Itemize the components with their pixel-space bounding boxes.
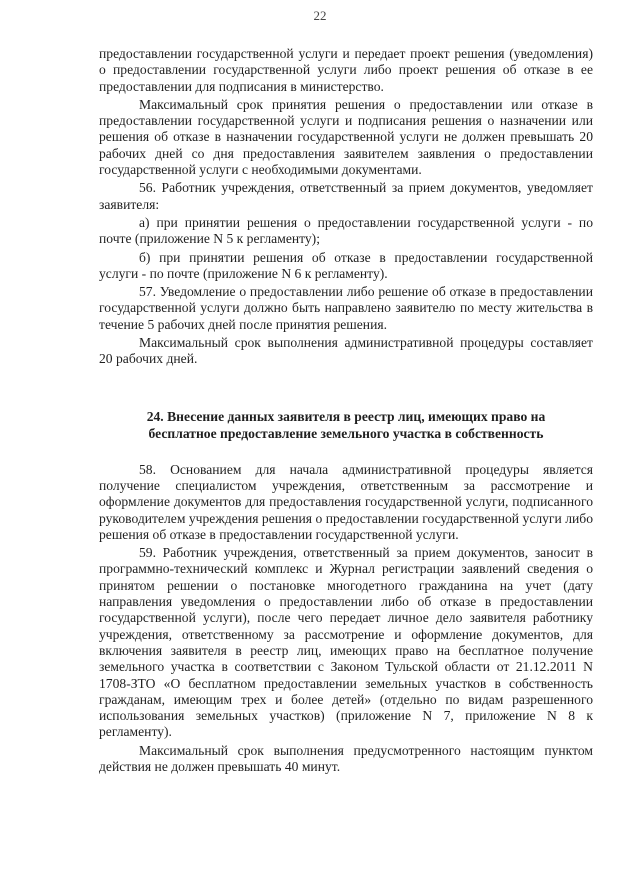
paragraph: Максимальный срок выполнения предусмотренного настоящим пунктом действия не должен превышать 40 минут. [99,742,593,774]
paragraph: Максимальный срок принятия решения о предоставлении или отказе в предоставлении государственной услуги и подписания решения о назначении или решения об отказе в назначении государственной услуги не должен превышать 20 рабочих дней со дня предоставления заявителем заявления о предоставлении государственной услуги с необходимыми документами. [99,96,593,178]
paragraph-item-57: 57. Уведомление о предоставлении либо решение об отказе в предоставлении государственной услуги должно быть направлено заявителю по месту жительства в течение 5 рабочих дней после принятия решения. [99,284,593,332]
document-body [99,46,593,775]
page-number: 22 [313,8,327,23]
paragraph: Максимальный срок выполнения административной процедуры составляет 20 рабочих дней. [99,335,593,367]
paragraph-item-56: 56. Работник учреждения, ответственный за прием документов, уведомляет заявителя: [99,180,593,212]
paragraph-item-58: 58. Основанием для начала административной процедуры является получение специалистом учреждения, ответственным за рассмотрение и оформление документов для предоставления государственной услуги, подписанного руководителем учреждения решения о предоставлении государственной услуги либо решения об отказе в предоставлении государственной услуги. [99,461,593,542]
section-heading-line: 24. Внесение данных заявителя в реестр лиц, имеющих право на [146,408,546,424]
section-heading [99,408,593,442]
paragraph-item-56a: а) при принятии решения о предоставлении государственной услуги - по почте (приложение N 5 к регламенту); [99,214,593,247]
paragraph: предоставлении государственной услуги и передает проект решения (уведомления) о предоставлении государственной услуги либо проект решения об отказе в ее предоставлении для подписания в министерство. [99,46,593,94]
paragraph-item-56b: б) при принятии решения об отказе в предоставлении государственной услуги - по почте (приложение N 6 к регламенту). [99,249,593,281]
paragraph-item-59: 59. Работник учреждения, ответственный за прием документов, заносит в программно-технический комплекс и Журнал регистрации заявлений сведения о принятом решении о постановке многодетного гражданина на учет (дату направления уведомления о предоставлении либо об отказе в предоставлении государственной услуги), после чего передает личное дело заявителя работнику учреждения, ответственному за рассмотрение и оформление документов, для включения заявителя в реестр лиц, имеющих право на бесплатное получение земельного участка в соответствии с Законом Тульской области от 21.12.2011 N 1708-ЗТО «О бесплатном предоставлении земельных участков в собственность гражданам, имеющим трех и более детей» (отдельно по видам разрешенного использования земельных участков) (приложение N 7, приложение N 8 к регламенту). [99,545,593,740]
section-heading-line: бесплатное предоставление земельного участка в собственность [148,425,544,441]
